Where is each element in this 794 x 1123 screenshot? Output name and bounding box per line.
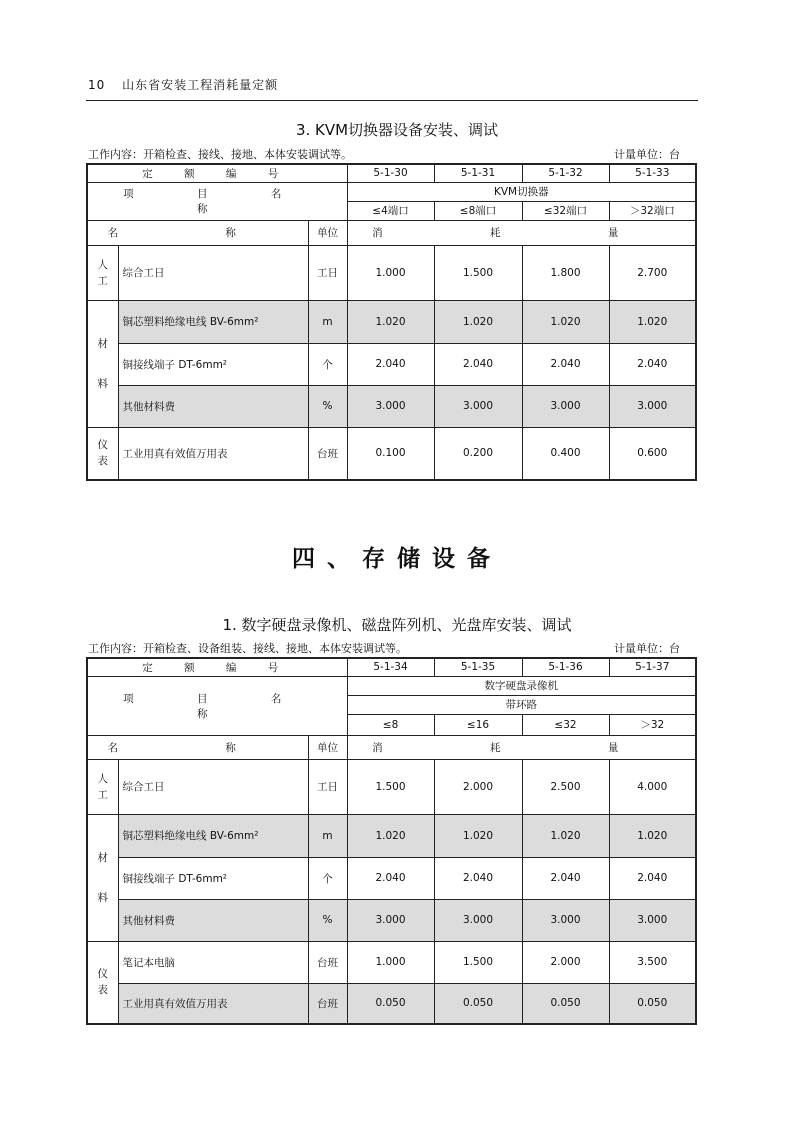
chapter-title: 四、存储设备 xyxy=(292,545,502,572)
code-cell: 5-1-34 xyxy=(347,658,434,676)
section1-work-content: 工作内容：开箱检查、接线、接地、本体安装调试等。 xyxy=(88,148,352,161)
page-number: 10 xyxy=(88,78,106,92)
value-cell: 4.000 xyxy=(609,759,696,814)
book-title: 山东省安装工程消耗量定额 xyxy=(122,78,279,92)
value-cell: 0.050 xyxy=(522,983,609,1024)
value-cell: 1.800 xyxy=(522,245,609,300)
col-consumption-header: 消 耗 量 xyxy=(347,220,696,245)
page-header xyxy=(88,76,278,93)
value-cell: 2.500 xyxy=(522,759,609,814)
code-cell: 5-1-33 xyxy=(609,164,696,182)
value-cell: 1.020 xyxy=(609,300,696,343)
row-name: 其他材料费 xyxy=(118,385,308,427)
section2-unit: 计量单位：台 xyxy=(614,642,680,655)
value-cell: 1.020 xyxy=(434,814,522,857)
value-cell: 3.000 xyxy=(434,385,522,427)
col-name-header: 名 称 xyxy=(87,735,308,759)
row-name: 铜芯塑料绝缘电线 BV-6mm² xyxy=(118,814,308,857)
code-cell: 5-1-36 xyxy=(522,658,609,676)
code-cell: 5-1-32 xyxy=(522,164,609,182)
value-cell: 1.000 xyxy=(347,941,434,983)
value-cell: 2.040 xyxy=(347,343,434,385)
group-label-material: 材料 xyxy=(87,300,118,427)
row-unit: 台班 xyxy=(308,941,347,983)
value-cell: 3.000 xyxy=(522,385,609,427)
item-label: 项 目 名 称 xyxy=(87,182,347,220)
group-label-material: 材料 xyxy=(87,814,118,941)
value-cell: 1.500 xyxy=(434,941,522,983)
row-name: 综合工日 xyxy=(118,245,308,300)
section2-work-content: 工作内容：开箱检查、设备组装、接线、接地、本体安装调试等。 xyxy=(88,642,407,655)
row-name: 铜接线端子 DT-6mm² xyxy=(118,343,308,385)
row-unit: 个 xyxy=(308,343,347,385)
header-rule xyxy=(86,100,698,101)
section1-title: 3. KVM切换器设备安装、调试 xyxy=(295,121,499,139)
row-name: 其他材料费 xyxy=(118,899,308,941)
group-label-instrument: 仪表 xyxy=(87,941,118,1024)
subhead-cell: ＞32 xyxy=(609,714,696,735)
row-unit: % xyxy=(308,385,347,427)
value-cell: 1.020 xyxy=(434,300,522,343)
value-cell: 3.000 xyxy=(434,899,522,941)
value-cell: 2.040 xyxy=(434,343,522,385)
code-cell: 5-1-30 xyxy=(347,164,434,182)
value-cell: 2.040 xyxy=(609,343,696,385)
subhead-cell: ≤8端口 xyxy=(434,201,522,220)
value-cell: 2.000 xyxy=(522,941,609,983)
value-cell: 0.200 xyxy=(434,427,522,480)
value-cell: 3.000 xyxy=(347,899,434,941)
row-name: 工业用真有效值万用表 xyxy=(118,983,308,1024)
value-cell: 1.000 xyxy=(347,245,434,300)
col-consumption-header: 消 耗 量 xyxy=(347,735,696,759)
section1-table xyxy=(86,163,697,481)
row-unit: 台班 xyxy=(308,427,347,480)
row-name: 铜芯塑料绝缘电线 BV-6mm² xyxy=(118,300,308,343)
quota-label: 定 额 编 号 xyxy=(87,164,347,182)
value-cell: 2.700 xyxy=(609,245,696,300)
value-cell: 1.500 xyxy=(434,245,522,300)
category-header: KVM切换器 xyxy=(347,182,696,201)
row-name: 工业用真有效值万用表 xyxy=(118,427,308,480)
value-cell: 2.000 xyxy=(434,759,522,814)
row-unit: 个 xyxy=(308,857,347,899)
subcategory-header: 带环路 xyxy=(347,695,696,714)
subhead-cell: ≤32 xyxy=(522,714,609,735)
subhead-cell: ≤8 xyxy=(347,714,434,735)
code-cell: 5-1-35 xyxy=(434,658,522,676)
item-label: 项 目 名 称 xyxy=(87,676,347,735)
value-cell: 2.040 xyxy=(434,857,522,899)
row-name: 综合工日 xyxy=(118,759,308,814)
value-cell: 3.000 xyxy=(347,385,434,427)
row-unit: % xyxy=(308,899,347,941)
category-header: 数字硬盘录像机 xyxy=(347,676,696,695)
section1-unit: 计量单位：台 xyxy=(614,148,680,161)
quota-label: 定 额 编 号 xyxy=(87,658,347,676)
code-cell: 5-1-37 xyxy=(609,658,696,676)
value-cell: 3.000 xyxy=(609,899,696,941)
value-cell: 0.050 xyxy=(434,983,522,1024)
col-name-header: 名 称 xyxy=(87,220,308,245)
value-cell: 2.040 xyxy=(522,857,609,899)
group-label-labor: 人工 xyxy=(87,245,118,300)
row-unit: m xyxy=(308,300,347,343)
value-cell: 2.040 xyxy=(347,857,434,899)
value-cell: 1.020 xyxy=(347,300,434,343)
value-cell: 1.020 xyxy=(522,300,609,343)
value-cell: 0.400 xyxy=(522,427,609,480)
group-label-instrument: 仪表 xyxy=(87,427,118,480)
subhead-cell: ≤16 xyxy=(434,714,522,735)
subhead-cell: ≤4端口 xyxy=(347,201,434,220)
value-cell: 3.000 xyxy=(609,385,696,427)
row-unit: 工日 xyxy=(308,245,347,300)
row-unit: m xyxy=(308,814,347,857)
value-cell: 3.500 xyxy=(609,941,696,983)
value-cell: 0.600 xyxy=(609,427,696,480)
row-name: 笔记本电脑 xyxy=(118,941,308,983)
code-cell: 5-1-31 xyxy=(434,164,522,182)
section2-table xyxy=(86,657,697,1025)
row-unit: 工日 xyxy=(308,759,347,814)
group-label-labor: 人工 xyxy=(87,759,118,814)
value-cell: 1.500 xyxy=(347,759,434,814)
value-cell: 0.050 xyxy=(609,983,696,1024)
value-cell: 2.040 xyxy=(609,857,696,899)
value-cell: 3.000 xyxy=(522,899,609,941)
value-cell: 0.050 xyxy=(347,983,434,1024)
value-cell: 0.100 xyxy=(347,427,434,480)
value-cell: 1.020 xyxy=(609,814,696,857)
col-unit-header: 单位 xyxy=(308,220,347,245)
subhead-cell: ≤32端口 xyxy=(522,201,609,220)
value-cell: 2.040 xyxy=(522,343,609,385)
value-cell: 1.020 xyxy=(347,814,434,857)
col-unit-header: 单位 xyxy=(308,735,347,759)
subhead-cell: ＞32端口 xyxy=(609,201,696,220)
row-unit: 台班 xyxy=(308,983,347,1024)
row-name: 铜接线端子 DT-6mm² xyxy=(118,857,308,899)
section2-title: 1. 数字硬盘录像机、磁盘阵列机、光盘库安装、调试 xyxy=(222,616,572,634)
value-cell: 1.020 xyxy=(522,814,609,857)
